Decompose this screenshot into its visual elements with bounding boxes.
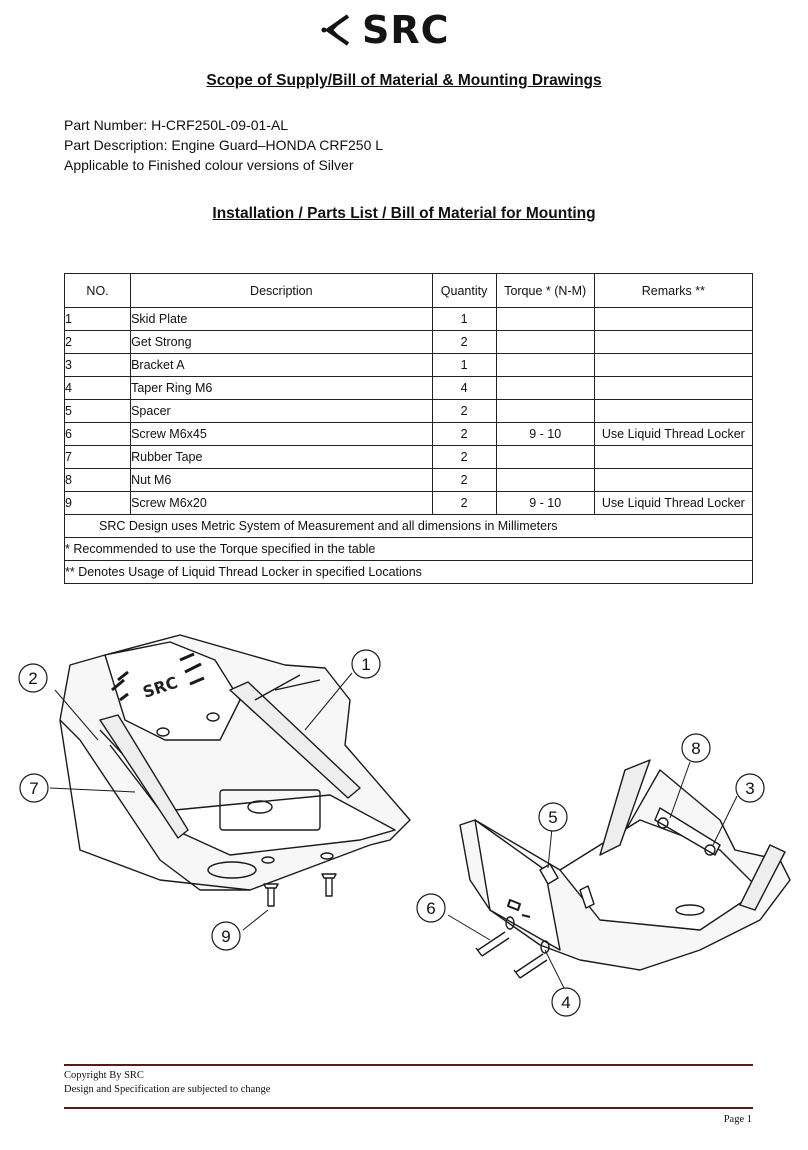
cell-no: 5: [65, 400, 131, 423]
callout-8: [682, 734, 710, 762]
cell-description: Screw M6x20: [131, 492, 432, 515]
part-number: Part Number: H-CRF250L-09-01-AL: [64, 117, 289, 133]
cell-torque: 9 - 10: [496, 492, 594, 515]
callout-3: [736, 774, 764, 802]
callout-5: [539, 803, 567, 831]
src-logo: [318, 10, 498, 52]
cell-description: Nut M6: [131, 469, 432, 492]
col-header-torque: Torque * (N-M): [496, 274, 594, 308]
logo-text: SRC: [362, 8, 450, 52]
callout-9: [212, 922, 240, 950]
cell-description: Spacer: [131, 400, 432, 423]
cell-torque: [496, 400, 594, 423]
page-title: Scope of Supply/Bill of Material & Mounting Drawings: [206, 72, 602, 89]
table-row: [65, 400, 753, 423]
part-info: [64, 115, 383, 175]
callout-8-label: 8: [691, 739, 701, 758]
cell-remarks: [594, 377, 752, 400]
callout-6: [417, 894, 445, 922]
footer: [64, 1069, 270, 1097]
col-header-quantity: Quantity: [432, 274, 496, 308]
cell-torque: [496, 308, 594, 331]
cell-remarks: [594, 469, 752, 492]
table-note-row: [65, 561, 753, 584]
cell-remarks: [594, 331, 752, 354]
cell-remarks: [594, 308, 752, 331]
table-note-row: [65, 538, 753, 561]
cell-torque: [496, 446, 594, 469]
cell-remarks: Use Liquid Thread Locker: [594, 423, 752, 446]
copyright-text: Copyright By SRC: [64, 1070, 144, 1081]
callout-2: [19, 664, 47, 692]
callout-4-label: 4: [561, 993, 571, 1012]
mounting-drawing: [0, 620, 808, 1030]
cell-no: 3: [65, 354, 131, 377]
col-header-description: Description: [131, 274, 432, 308]
table-row: [65, 331, 753, 354]
cell-no: 1: [65, 308, 131, 331]
cell-quantity: 2: [432, 469, 496, 492]
col-header-no: NO.: [65, 274, 131, 308]
cell-quantity: 2: [432, 446, 496, 469]
callout-6-label: 6: [426, 899, 436, 918]
cell-quantity: 2: [432, 423, 496, 446]
cell-description: Taper Ring M6: [131, 377, 432, 400]
callout-9-label: 9: [221, 927, 231, 946]
metric-note: SRC Design uses Metric System of Measurement and all dimensions in Millimeters: [65, 515, 753, 538]
parts-table: [64, 273, 753, 584]
cell-no: 2: [65, 331, 131, 354]
cell-no: 4: [65, 377, 131, 400]
cell-quantity: 4: [432, 377, 496, 400]
cell-description: Skid Plate: [131, 308, 432, 331]
callout-1-label: 1: [361, 655, 371, 674]
thread-locker-note: ** Denotes Usage of Liquid Thread Locker in specified Locations: [65, 561, 753, 584]
section-title: Installation / Parts List / Bill of Material for Mounting: [212, 205, 596, 222]
cell-description: Rubber Tape: [131, 446, 432, 469]
cell-quantity: 2: [432, 492, 496, 515]
cell-quantity: 1: [432, 308, 496, 331]
callout-2-label: 2: [28, 669, 38, 688]
table-row: [65, 354, 753, 377]
applicability: Applicable to Finished colour versions of Silver: [64, 157, 354, 173]
part-description: Part Description: Engine Guard–HONDA CRF250 L: [64, 137, 384, 153]
callout-3-label: 3: [745, 779, 755, 798]
table-note-row: [65, 515, 753, 538]
cell-remarks: [594, 354, 752, 377]
cell-description: Screw M6x45: [131, 423, 432, 446]
footer-rule-bottom: [64, 1107, 753, 1109]
cell-no: 9: [65, 492, 131, 515]
cell-torque: [496, 354, 594, 377]
col-header-remarks: Remarks **: [594, 274, 752, 308]
table-row: [65, 446, 753, 469]
table-row: [65, 492, 753, 515]
callout-5-label: 5: [548, 808, 558, 827]
cell-quantity: 2: [432, 400, 496, 423]
callout-7-label: 7: [29, 779, 39, 798]
page-number: Page 1: [723, 1114, 752, 1125]
cell-torque: [496, 469, 594, 492]
callout-7: [20, 774, 48, 802]
cell-remarks: [594, 400, 752, 423]
table-header-row: [65, 274, 753, 308]
torque-note: * Recommended to use the Torque specified in the table: [65, 538, 753, 561]
cell-remarks: Use Liquid Thread Locker: [594, 492, 752, 515]
cell-quantity: 2: [432, 331, 496, 354]
table-row: [65, 469, 753, 492]
table-row: [65, 308, 753, 331]
cell-remarks: [594, 446, 752, 469]
cell-no: 8: [65, 469, 131, 492]
callout-4: [552, 988, 580, 1016]
cell-torque: [496, 331, 594, 354]
cell-quantity: 1: [432, 354, 496, 377]
table-row: [65, 423, 753, 446]
callout-1: [352, 650, 380, 678]
table-row: [65, 377, 753, 400]
cell-no: 6: [65, 423, 131, 446]
cell-description: Bracket A: [131, 354, 432, 377]
logo-chevron-icon: [318, 10, 360, 52]
plate-logo-text: SRC: [140, 672, 181, 702]
cell-torque: 9 - 10: [496, 423, 594, 446]
footer-rule-top: [64, 1064, 753, 1066]
cell-torque: [496, 377, 594, 400]
disclaimer-text: Design and Specification are subjected to change: [64, 1084, 271, 1095]
cell-no: 7: [65, 446, 131, 469]
cell-description: Get Strong: [131, 331, 432, 354]
